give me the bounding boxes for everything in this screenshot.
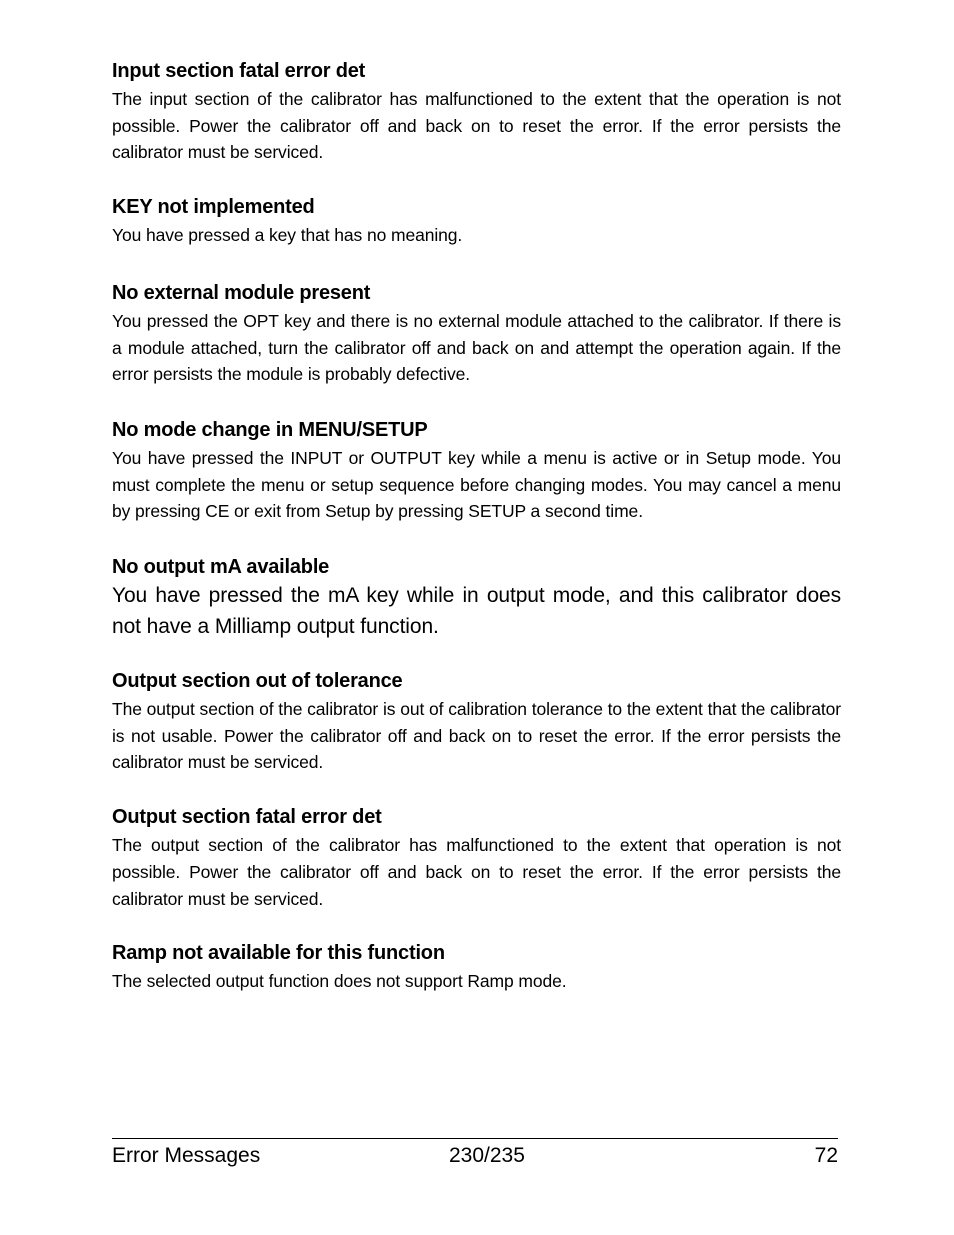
entry-heading: Ramp not available for this function bbox=[112, 942, 445, 965]
footer-section-title: Error Messages bbox=[112, 1144, 261, 1167]
error-entry-no-external-module bbox=[112, 280, 841, 388]
footer-model-number: 230/235 bbox=[449, 1144, 525, 1167]
entry-body: You pressed the OPT key and there is no external module attached to the calibrator. If there is a module attached, turn the calibrator off and back on and attempt the operation again. If the error persists the module is probably defective. bbox=[112, 310, 841, 385]
error-entry-output-fatal bbox=[112, 804, 841, 912]
error-entry-input-fatal bbox=[112, 58, 841, 166]
entry-heading: Output section out of tolerance bbox=[112, 670, 403, 693]
error-entry-ramp-not-available bbox=[112, 940, 841, 995]
footer-divider bbox=[112, 1138, 838, 1139]
entry-heading: No output mA available bbox=[112, 556, 330, 579]
page-content bbox=[112, 58, 841, 995]
entry-body: You have pressed the mA key while in output mode, and this calibrator does not have a Milliamp output function. bbox=[112, 584, 841, 638]
entry-body: You have pressed a key that has no meaning. bbox=[112, 225, 463, 246]
page-footer bbox=[112, 1141, 838, 1171]
entry-heading: Input section fatal error det bbox=[112, 60, 366, 82]
error-entry-key-not-implemented bbox=[112, 194, 841, 249]
entry-body: The selected output function does not support Ramp mode. bbox=[112, 971, 567, 992]
error-entry-output-out-of-tolerance bbox=[112, 668, 841, 776]
footer-page-number: 72 bbox=[814, 1144, 838, 1167]
error-entry-no-output-ma bbox=[112, 554, 841, 642]
entry-body: The output section of the calibrator has malfunctioned to the extent that operation is not possible. Power the calibrator off and back on to reset the error. If the error persists the calibrator must be serviced. bbox=[112, 835, 841, 909]
entry-heading: KEY not implemented bbox=[112, 196, 315, 219]
entry-heading: No external module present bbox=[112, 281, 371, 304]
entry-body: The output section of the calibrator is out of calibration tolerance to the extent that the calibrator is not usable. Power the calibrator off and back on to reset the error. If the error persists the calibrator must be serviced. bbox=[112, 699, 841, 773]
entry-body: The input section of the calibrator has malfunctioned to the extent that the operation is not possible. Power the calibrator off and back on to reset the error. If the error persists the calibrator must be serviced. bbox=[112, 89, 841, 163]
entry-heading: Output section fatal error det bbox=[112, 806, 382, 829]
error-entry-no-mode-change bbox=[112, 417, 841, 525]
entry-body: You have pressed the INPUT or OUTPUT key while a menu is active or in Setup mode. You must complete the menu or setup sequence before changing modes. You may cancel a menu by pressing CE or exit from Setup by pressing SETUP a second time. bbox=[112, 447, 841, 522]
entry-heading: No mode change in MENU/SETUP bbox=[112, 418, 428, 441]
